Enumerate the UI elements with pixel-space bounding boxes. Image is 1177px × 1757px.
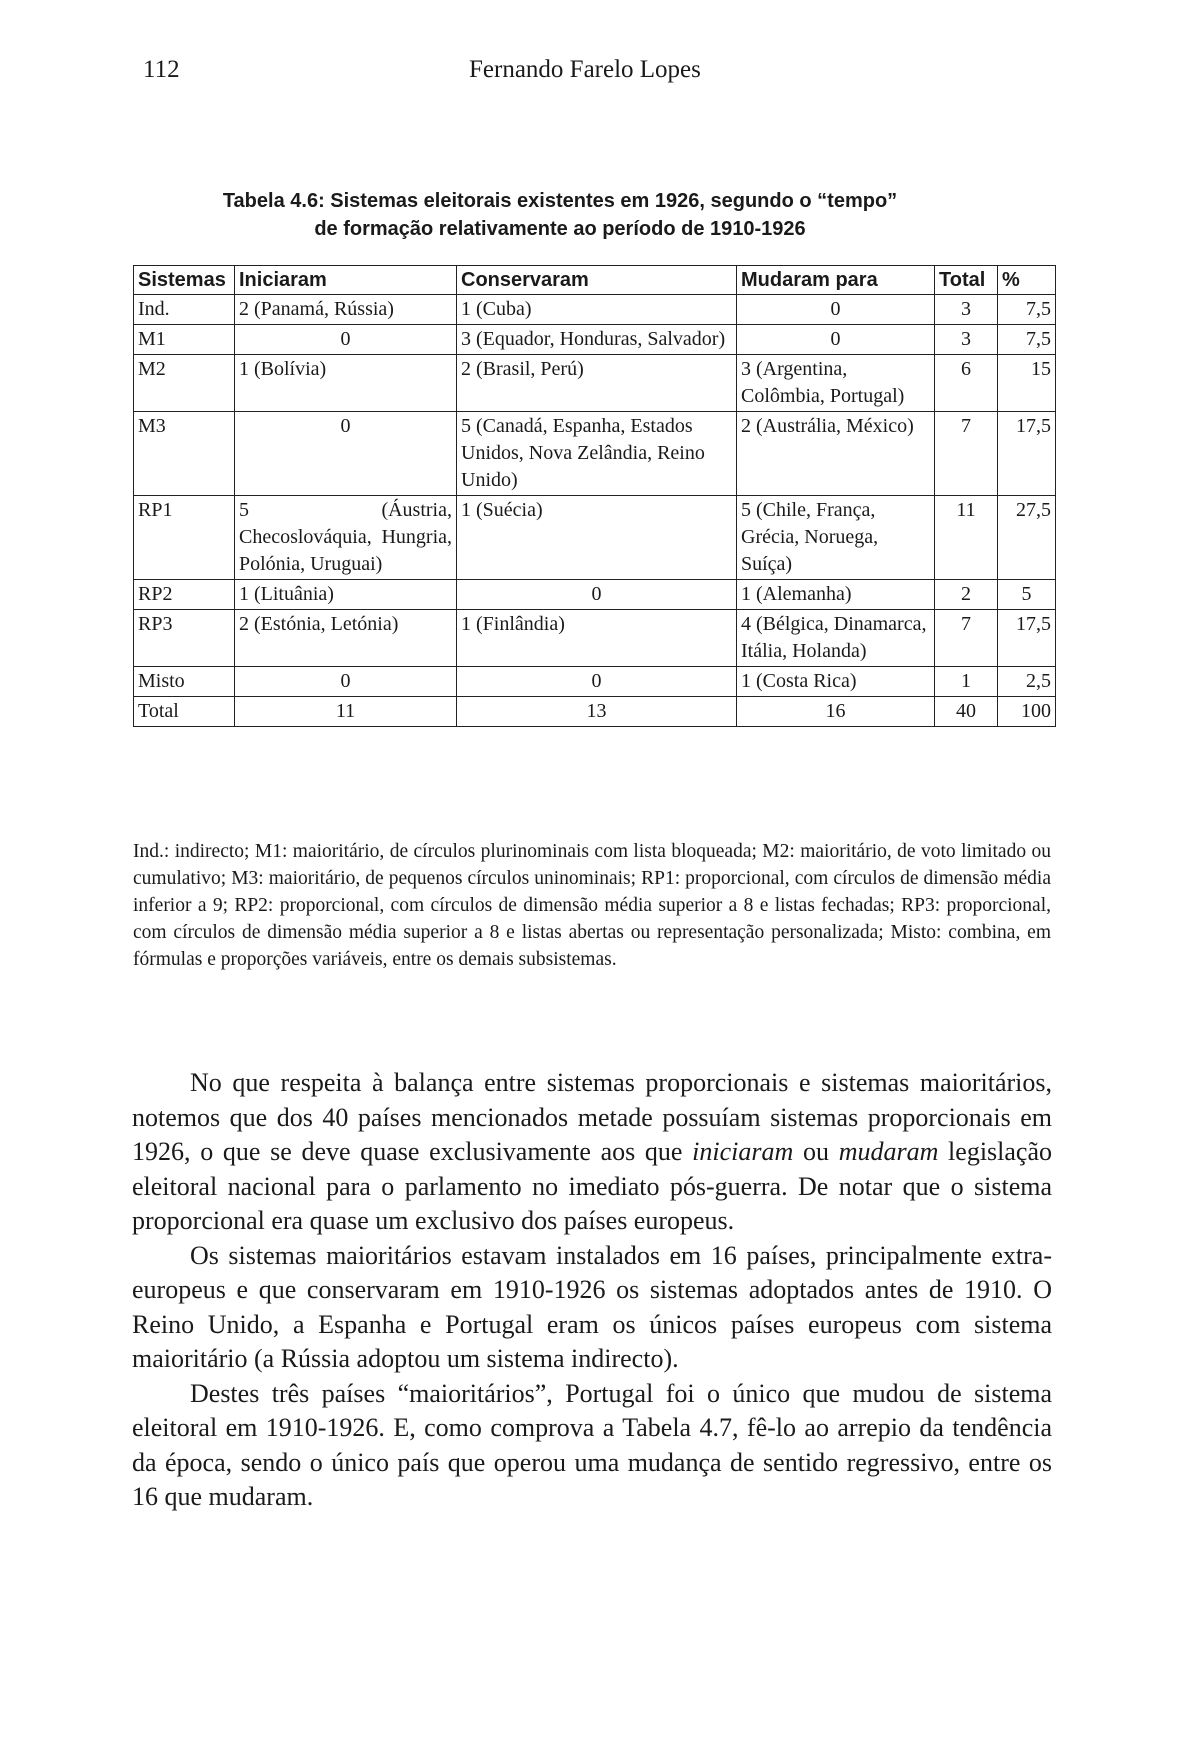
cell-total: 1 xyxy=(935,667,998,697)
table-row xyxy=(134,412,1056,496)
cell-mudaram: 2 (Austrália, México) xyxy=(737,412,935,496)
cell-conservaram: 13 xyxy=(457,697,737,727)
table-caption-line-2: de formação relativamente ao período de 1910-1926 xyxy=(314,218,806,240)
cell-percent: 27,5 xyxy=(998,496,1056,580)
running-head: Fernando Farelo Lopes xyxy=(469,56,701,83)
cell-percent: 17,5 xyxy=(998,610,1056,667)
cell-iniciaram: 2 (Estónia, Letónia) xyxy=(235,610,457,667)
electoral-systems-table xyxy=(133,265,1056,727)
cell-mudaram: 1 (Alemanha) xyxy=(737,580,935,610)
cell-percent: 2,5 xyxy=(998,667,1056,697)
cell-conservaram: 5 (Canadá, Espanha, Estados Unidos, Nova Zelândia, Reino Unido) xyxy=(457,412,737,496)
cell-iniciaram: 1 (Lituânia) xyxy=(235,580,457,610)
paragraph: Os sistemas maioritários estavam instalados em 16 países, principalmente extra-europeus e que conservaram em 1910-1926 os sistemas adoptados antes de 1910. O Reino Unido, a Espanha e Portugal eram os únicos países europeus com sistema maioritário (a Rússia adoptou um sistema indirecto). xyxy=(132,1240,1052,1373)
cell-total: 2 xyxy=(935,580,998,610)
cell-sistema: Ind. xyxy=(134,295,235,325)
cell-conservaram: 1 (Finlândia) xyxy=(457,610,737,667)
cell-sistema: M3 xyxy=(134,412,235,496)
paragraph-text: ou xyxy=(793,1137,839,1166)
cell-percent: 100 xyxy=(998,697,1056,727)
table-header-row xyxy=(134,266,1056,295)
cell-iniciaram: 11 xyxy=(235,697,457,727)
cell-total: 11 xyxy=(935,496,998,580)
cell-percent: 17,5 xyxy=(998,412,1056,496)
cell-mudaram: 0 xyxy=(737,325,935,355)
cell-percent: 5 xyxy=(998,580,1056,610)
column-header-total: Total xyxy=(935,266,998,295)
cell-percent: 7,5 xyxy=(998,295,1056,325)
column-header-conservaram: Conservaram xyxy=(457,266,737,295)
cell-sistema: M1 xyxy=(134,325,235,355)
cell-mudaram: 4 (Bélgica, Dinamarca, Itália, Holanda) xyxy=(737,610,935,667)
cell-total: 7 xyxy=(935,412,998,496)
cell-sistema: Total xyxy=(134,697,235,727)
cell-mudaram: 3 (Argentina, Colômbia, Portugal) xyxy=(737,355,935,412)
table-row xyxy=(134,355,1056,412)
cell-percent: 15 xyxy=(998,355,1056,412)
column-header-sistemas: Sistemas xyxy=(134,266,235,295)
cell-conservaram: 2 (Brasil, Perú) xyxy=(457,355,737,412)
cell-iniciaram: 0 xyxy=(235,412,457,496)
table-row xyxy=(134,496,1056,580)
cell-mudaram: 5 (Chile, França, Grécia, Noruega, Suíça) xyxy=(737,496,935,580)
table-row xyxy=(134,610,1056,667)
cell-sistema: M2 xyxy=(134,355,235,412)
column-header-mudaram-para: Mudaram para xyxy=(737,266,935,295)
cell-sistema: RP3 xyxy=(134,610,235,667)
table-caption xyxy=(200,187,920,243)
cell-mudaram: 1 (Costa Rica) xyxy=(737,667,935,697)
table-footnote: Ind.: indirecto; M1: maioritário, de círculos plurinominais com lista bloqueada; M2: maioritário, de voto limitado ou cumulativo; M3: maioritário, de pequenos círculos uninominais; RP1: proporcional, com círculos de dimensão média inferior a 9; RP2: proporcional, com círculos de dimensão média superior a 8 e listas fechadas; RP3: proporcional, com círculos de dimensão média superior a 8 e listas abertas ou representação personalizada; Misto: combina, em fórmulas e proporções variáveis, entre os demais subsistemas. xyxy=(133,841,1051,970)
cell-total: 6 xyxy=(935,355,998,412)
cell-iniciaram: 5 (Áustria, Checoslováquia, Hungria, Polónia, Uruguai) xyxy=(235,496,457,580)
cell-sistema: Misto xyxy=(134,667,235,697)
paragraph: Destes três países “maioritários”, Portugal foi o único que mudou de sistema eleitoral em 1910-1926. E, como comprova a Tabela 4.7, fê-lo ao arrepio da tendência da época, sendo o único país que operou uma mudança de sentido regressivo, entre os 16 que mudaram. xyxy=(132,1378,1052,1511)
cell-conservaram: 1 (Cuba) xyxy=(457,295,737,325)
cell-iniciaram: 2 (Panamá, Rússia) xyxy=(235,295,457,325)
paragraph-text: legislação eleitoral nacional para o parlamento no imediato pós-guerra. De notar que o sistema proporcional era quase um exclusivo dos países europeus. xyxy=(132,1137,1053,1235)
cell-conservaram: 0 xyxy=(457,667,737,697)
cell-total: 3 xyxy=(935,295,998,325)
cell-iniciaram: 0 xyxy=(235,667,457,697)
cell-sistema: RP1 xyxy=(134,496,235,580)
cell-iniciaram: 1 (Bolívia) xyxy=(235,355,457,412)
cell-total: 40 xyxy=(935,697,998,727)
cell-total: 3 xyxy=(935,325,998,355)
cell-iniciaram: 0 xyxy=(235,325,457,355)
cell-conservaram: 3 (Equador, Honduras, Salvador) xyxy=(457,325,737,355)
page-number: 112 xyxy=(143,56,180,83)
cell-mudaram: 0 xyxy=(737,295,935,325)
table-row xyxy=(134,295,1056,325)
column-header-percent: % xyxy=(998,266,1056,295)
table-row xyxy=(134,667,1056,697)
table-row xyxy=(134,580,1056,610)
cell-conservaram: 1 (Suécia) xyxy=(457,496,737,580)
table-caption-line-1: Tabela 4.6: Sistemas eleitorais existentes em 1926, segundo o “tempo” xyxy=(222,190,898,212)
cell-percent: 7,5 xyxy=(998,325,1056,355)
cell-sistema: RP2 xyxy=(134,580,235,610)
table-total-row xyxy=(134,697,1056,727)
emphasis-text: mudaram xyxy=(838,1137,939,1166)
body-text xyxy=(132,1066,1052,1515)
table-row xyxy=(134,325,1056,355)
emphasis-text: iniciaram xyxy=(692,1137,794,1166)
cell-conservaram: 0 xyxy=(457,580,737,610)
paragraph-text: No que respeita à balança entre sistemas proporcionais e sistemas maioritários, notemos que dos 40 países mencionados metade possuíam sistemas proporcionais em 1926, o que se deve quase exclusivamente aos que xyxy=(132,1068,1052,1166)
paragraph xyxy=(132,1066,1052,1239)
cell-mudaram: 16 xyxy=(737,697,935,727)
column-header-iniciaram: Iniciaram xyxy=(235,266,457,295)
cell-total: 7 xyxy=(935,610,998,667)
